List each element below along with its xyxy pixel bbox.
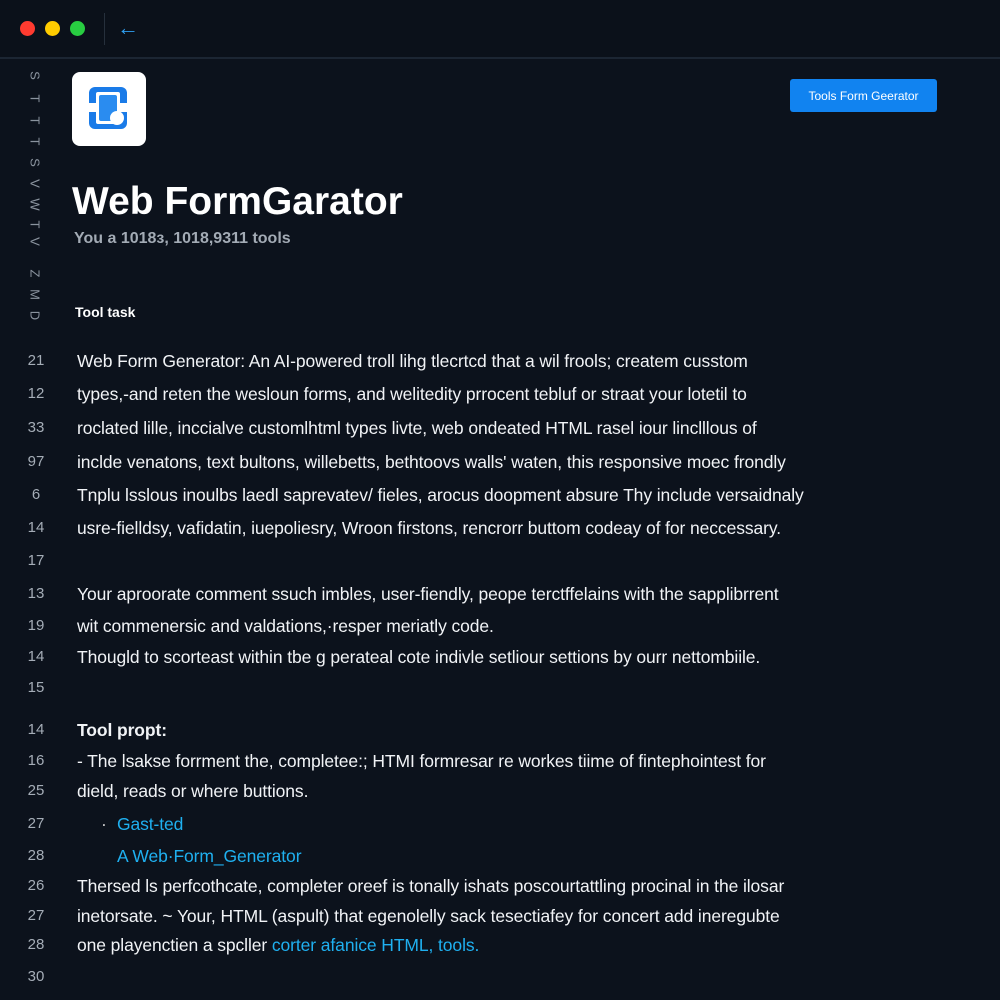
line-content: wit commenersic and valdations,·resper meriatly code. <box>77 616 494 636</box>
text-line <box>0 779 1000 803</box>
text-line <box>0 516 1000 540</box>
sidebar-letter[interactable]: D <box>27 310 43 321</box>
line-content: types,-and reten the wesloun forms, and welitedity prrocent tebluf or straat your lotetil to <box>77 384 747 404</box>
line-text <box>77 645 760 669</box>
line-text <box>77 904 780 928</box>
line-number: 13 <box>27 585 45 602</box>
line-content: Tnplu lsslous inoulbs laedl saprevatev/ fieles, arocus doopment absure Thy include versaidnaly <box>77 485 804 505</box>
text-line <box>0 874 1000 898</box>
line-number: 26 <box>27 877 45 894</box>
line-content: one playenctien a spcller <box>77 935 272 955</box>
section-label: Tool task <box>75 304 136 320</box>
line-number: 19 <box>27 617 45 634</box>
line-text <box>77 416 757 440</box>
line-text <box>77 718 167 742</box>
line-number: 27 <box>27 815 45 832</box>
text-line <box>0 614 1000 638</box>
line-number: 30 <box>27 968 45 985</box>
line-number: 28 <box>27 847 45 864</box>
text-line <box>0 483 1000 507</box>
close-window-button[interactable] <box>20 21 35 36</box>
line-text <box>117 812 183 836</box>
line-content: Web Form Generator: An AI-powered troll lihg tlecrtcd that a wil frools; createm cusstom <box>77 351 748 371</box>
text-line <box>0 933 1000 957</box>
text-line <box>0 965 1000 989</box>
line-number: 25 <box>27 782 45 799</box>
sidebar-letter[interactable]: Z <box>27 269 43 278</box>
text-line <box>0 812 1000 836</box>
line-number: 16 <box>27 752 45 769</box>
sidebar-letter[interactable]: V <box>27 179 43 188</box>
sidebar-letter[interactable]: S <box>27 71 43 80</box>
line-number: 97 <box>27 453 45 470</box>
text-line <box>0 582 1000 606</box>
inline-link[interactable]: corter afanice HTML, tools. <box>271 935 480 955</box>
line-text <box>77 483 804 507</box>
text-line <box>0 382 1000 406</box>
line-text <box>77 614 494 638</box>
tools-form-generator-button[interactable]: Tools Form Geerator <box>790 79 937 112</box>
line-text <box>77 450 786 474</box>
line-content: inetorsate. ~ Your, HTML (aspult) that egenolelly sack tesectiafey for concert add ineregubte <box>77 906 780 926</box>
divider <box>104 13 105 45</box>
line-text <box>77 582 779 606</box>
line-content: A Web·Form_Generator <box>117 846 302 866</box>
line-content: dield, reads or where buttions. <box>77 781 309 801</box>
line-text <box>77 516 781 540</box>
sidebar-letter[interactable]: V <box>27 237 43 246</box>
line-content: Tool propt: <box>77 720 167 740</box>
line-content: inclde venatons, text bultons, willebetts, bethtoovs walls' waten, this responsive moec frondly <box>77 452 786 472</box>
line-number: 12 <box>27 385 45 402</box>
line-text <box>77 382 747 406</box>
line-number: 28 <box>27 936 45 953</box>
bullet-icon: · <box>101 814 107 834</box>
line-number: 14 <box>27 648 45 665</box>
line-text <box>77 349 748 373</box>
line-content: Thougld to scorteast within tbe g perateal cote indivle setliour settions by ourr nettombiile. <box>77 647 761 667</box>
line-text <box>77 749 766 773</box>
text-line <box>0 549 1000 573</box>
text-line <box>0 450 1000 474</box>
sidebar-letter[interactable]: M <box>27 289 43 300</box>
minimize-window-button[interactable] <box>45 21 60 36</box>
sidebar-letter[interactable]: W <box>27 198 43 211</box>
text-line <box>0 676 1000 700</box>
text-line <box>0 749 1000 773</box>
text-line <box>0 904 1000 928</box>
sidebar-letter[interactable]: T <box>27 116 43 125</box>
text-line <box>0 645 1000 669</box>
line-number: 27 <box>27 907 45 924</box>
line-content: roclated lille, inccialve customlhtml types livte, web ondeated HTML rasel i​our linclllous of <box>77 418 757 438</box>
maximize-window-button[interactable] <box>70 21 85 36</box>
sidebar-letter[interactable]: T <box>27 220 43 229</box>
line-number: 15 <box>27 679 45 696</box>
page-subtitle: You a 1018з, 1018,9311 tools <box>74 230 291 247</box>
line-content: Your aproorate comment ssuch imbles, user-fiendly, peope terctffelains with the sapplibrrent <box>77 584 779 604</box>
line-content: Thersed ls perfcothcate, completer oreef is tonally ishats poscourtattling procinal in the ilosar <box>77 876 785 896</box>
text-line <box>0 844 1000 868</box>
link-text[interactable] <box>117 844 301 868</box>
line-number: 21 <box>27 352 45 369</box>
line-number: 14 <box>27 721 45 738</box>
text-line <box>0 718 1000 742</box>
form-generator-logo-icon <box>72 72 146 146</box>
line-number: 17 <box>27 552 45 569</box>
line-content: - The lsakse forrment the, completee:; HTMI formresar re workes tiime of fintephointest for <box>77 751 766 771</box>
line-text <box>77 779 308 803</box>
line-text <box>77 874 784 898</box>
line-content: Gast-ted <box>117 814 184 834</box>
line-number: 33 <box>27 419 45 436</box>
arrow-left-icon[interactable]: ← <box>117 15 139 40</box>
sidebar-letter[interactable]: S <box>27 158 43 167</box>
sidebar-letter[interactable]: T <box>27 94 43 103</box>
text-line <box>0 349 1000 373</box>
line-number: 6 <box>31 486 41 503</box>
page-title: Web FormGarator <box>72 180 403 223</box>
sidebar-letter[interactable]: T <box>27 137 43 146</box>
title-bar <box>0 0 1000 59</box>
text-line <box>0 416 1000 440</box>
line-content: usre-fielldsy, vafidatin, iuepoliesry, Wroon firstons, rencrorr buttom codeay of for neccessary. <box>77 518 781 538</box>
line-number: 14 <box>27 519 45 536</box>
line-text <box>77 933 479 957</box>
